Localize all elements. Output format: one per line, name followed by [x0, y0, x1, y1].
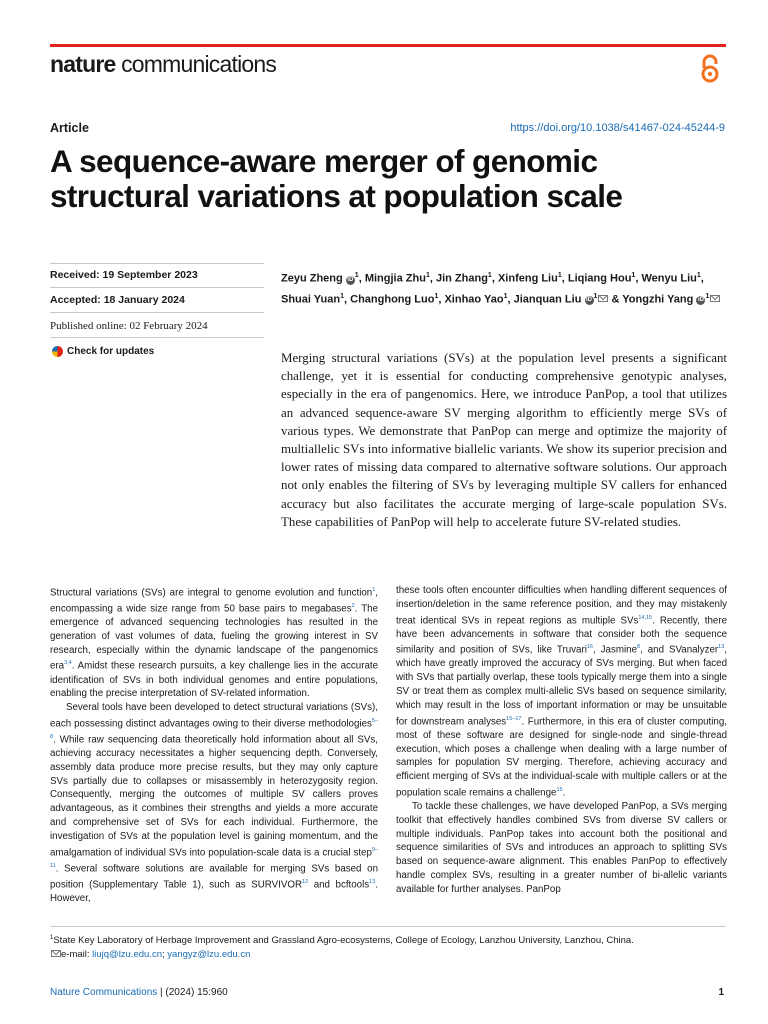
check-updates-label: Check for updates — [67, 346, 155, 357]
published-online-date: Published online: 02 February 2024 — [50, 320, 208, 332]
citation-link[interactable]: 15–17 — [506, 715, 522, 722]
check-updates-icon — [52, 346, 63, 357]
meta-divider — [50, 287, 264, 288]
author-name[interactable]: Jin Zhang — [435, 272, 488, 285]
abstract: Merging structural variations (SVs) at the population level presents a significant challenge, yet it is essential for conducting comprehensive genotypic analyses, especially in the era of pangenomics. Here, we introduce PanPop, a tool that utilizes an advanced sequence-aware SV merging algorithm to efficiently merge SVs of various types. We demonstrate that PanPop can merge and optimize the majority of multiallelic SVs into informative biallelic variants. We show its superior precision and lower rates of missing data compared to alternative software solutions. Our approach not only enables the filtering of SVs by leveraging multiple SV callers for enhanced accuracy but also facilitates the accurate merging of large-scale population SVs. These capabilities of PanPop will help to accelerate future SV-related studies. — [281, 351, 727, 529]
footer-citation: | (2024) 15:960 — [157, 987, 228, 998]
author-name[interactable]: Xinhao Yao — [444, 293, 504, 306]
author-name[interactable]: Yongzhi Yang — [622, 293, 694, 306]
email-icon[interactable] — [710, 295, 720, 302]
accepted-date — [50, 294, 185, 306]
email-icon — [51, 950, 61, 957]
journal-header-rule — [50, 44, 726, 47]
author-name[interactable]: Wenyu Liu — [641, 272, 697, 285]
orcid-icon[interactable]: iD — [697, 297, 704, 304]
page-footer — [50, 987, 228, 998]
doi-link[interactable]: https://doi.org/10.1038/s41467-024-45244-9 — [510, 122, 725, 134]
orcid-icon[interactable]: iD — [586, 297, 592, 304]
open-access-icon — [698, 54, 722, 84]
accepted-label: Accepted: — [50, 294, 101, 306]
citation-link[interactable]: 2 — [351, 603, 355, 610]
email-icon[interactable] — [598, 295, 608, 302]
author-name[interactable]: Jianquan Liu — [513, 293, 582, 306]
citation-link[interactable]: 13 — [718, 644, 725, 651]
citation-link[interactable]: 9–11 — [50, 846, 378, 869]
body-paragraph: these tools often encounter difficulties when handling different sequences of insertion/deletion in the same reference position, and they may mistakenly treat identical SVs in repeat regions as multiple SVs$^{14,15}$. Recently, there have been advancements in software that consider both the sequence similarity and position of SVs, like Truvari$^{16}$, Jasmine$^8$, and SVanalyzer$^{13}$, which have greatly improved the accuracy of SVs merging. But when faced with SVs that partially overlap, these tools typically merge them into a single SV or treat them as complex multi-allelic SVs based on sequence similarity, which may result in the loss of important information or may be unsuitable for downstream analyses$^{15-17}$. Furthermore, in this era of cluster computing, most of these software are designed for single-node and single-thread execution, which poses a challenge when dealing with a large number of samples for population SV merging. Therefore, achieving accuracy and efficient merging of SVs at the individual-scale with multiple callers or at the population scale remains a challenge$^{15}$. — [396, 585, 727, 799]
meta-divider — [50, 312, 264, 313]
body-column-right — [396, 584, 727, 897]
meta-divider — [50, 263, 264, 264]
received-date — [50, 269, 198, 281]
journal-name[interactable] — [50, 51, 276, 78]
citation-link[interactable]: 16 — [586, 644, 593, 651]
received-value: 19 September 2023 — [102, 269, 198, 281]
check-for-updates-button[interactable] — [52, 346, 154, 357]
journal-name-bold: nature — [50, 51, 116, 77]
page-number: 1 — [718, 987, 724, 998]
journal-name-rest: communications — [115, 51, 277, 77]
author-name[interactable]: Zeyu Zheng — [281, 272, 343, 285]
email-link[interactable]: yangyz@lzu.edu.cn — [167, 949, 251, 960]
body-paragraph: Structural variations (SVs) are integral to genome evolution and function$^1$, encompassing a wide size range from 50 base pairs to megabases$^2$. The emergence of advanced sequencing technologies has resulted in the generation of vast volumes of data, fueling the growing interest in SV research, especially within the dynamic landscape of the pangenomics era$^{3,4}$. Amidst these research pursuits, a key challenge lies in the accurate identification of SVs in both individual genomes and entire populations, enabling the precise interpretation of SV-related information. — [50, 587, 378, 700]
orcid-icon[interactable]: iD — [347, 276, 354, 283]
body-paragraph: Several tools have been developed to detect structural variations (SVs), each possessing distinct advantages owing to their diverse methodologies$^{5-8}$. While raw sequencing data theoretically hold information about all SVs, achieving accuracy necessitates a higher sequencing depth. Conversely, assembly data produce more precise results, but they may only capture SVs partially due to collapses or misassembly in heterozygosity region. Consequently, merging the outcomes of multiple SV callers proves advantageous, as it combines their strengths and yields a more accurate and comprehensive set of SVs for each individual. Furthermore, the investigation of SVs at the population level is gaining momentum, and the amalgamation of individual SVs into population-scale data is a crucial step$^{9-11}$. Several software solutions are available for merging SVs based on position (Supplementary Table 1), such as SURVIVOR$^{12}$ and bcftools$^{13}$. However, — [50, 702, 378, 904]
citation-link[interactable]: 14,15 — [638, 614, 653, 621]
article-type-label: Article — [50, 121, 89, 135]
email-link[interactable]: liujq@lzu.edu.cn — [92, 949, 163, 960]
affiliation-footnote: $^1$State Key Laboratory of Herbage Improvement and Grassland Agro-ecosystems, College of Ecology, Lanzhou University, Lanzhou, China. — [50, 935, 634, 947]
author-name[interactable]: Xinfeng Liu — [497, 272, 558, 285]
body-paragraph: To tackle these challenges, we have developed PanPop, a SVs merging toolkit that effectively handles combined SVs from diverse SV callers or multiple individuals. PanPop takes into account both the positional and sequence similarities of SVs and introduces an approach to splitting SVs based on sequence-aware alignment. This enables PanPop to effectively handle complex SVs, resulting in a greater number of bi-allelic variants available for further analyses. PanPop — [396, 800, 727, 895]
author-name[interactable]: Liqiang Hou — [567, 272, 632, 285]
citation-link[interactable]: 12 — [302, 878, 309, 885]
citation-link[interactable]: 15 — [556, 786, 563, 793]
citation-link[interactable]: 3,4 — [64, 660, 72, 667]
received-label: Received: — [50, 269, 100, 281]
correspondence-emails: e-mail: liujq@lzu.edu.cn; yangyz@lzu.edu.cn — [50, 949, 250, 960]
author-name[interactable]: Mingjia Zhu — [364, 272, 426, 285]
accepted-value: 18 January 2024 — [103, 294, 185, 306]
article-title: A sequence-aware merger of genomic structural variations at population scale — [50, 143, 623, 214]
footer-journal[interactable]: Nature Communications — [50, 987, 158, 998]
author-list: Zeyu Zheng $iD^1$, Mingjia Zhu$^1$, Jin Zhang$^1$, Xinfeng Liu$^1$, Liqiang Hou$^1$, Wenyu Liu$^1$, Shuai Yuan$^1$, Changhong Luo$^1$, Xinhao Yao$^1$, Jianquan Liu $iD^1$ & Yongzhi Yang $iD^1$ — [281, 267, 727, 308]
author-name[interactable]: Changhong Luo — [350, 293, 435, 306]
citation-link[interactable]: 13 — [369, 878, 376, 885]
citation-link[interactable]: 5–8 — [50, 717, 378, 740]
body-column-left — [50, 584, 378, 906]
citation-link[interactable]: 8 — [637, 644, 641, 651]
meta-divider — [50, 337, 264, 338]
footnote-divider — [50, 926, 726, 927]
citation-link[interactable]: 1 — [372, 587, 376, 593]
author-name[interactable]: Shuai Yuan — [281, 293, 341, 306]
